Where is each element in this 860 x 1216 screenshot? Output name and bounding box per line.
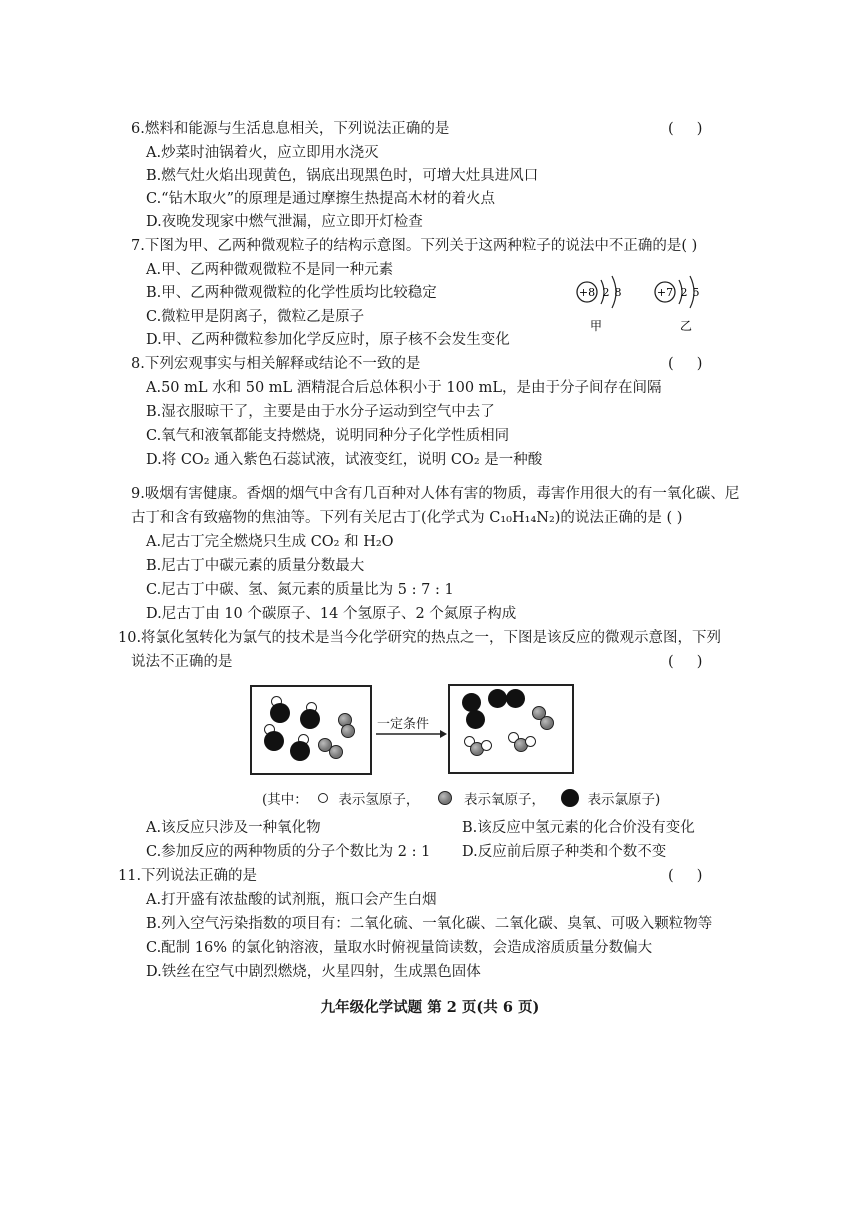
particle-yi-shell-2: 5 [692,286,700,299]
question-8-option-b: B.湿衣服晾干了，主要是由于水分子运动到空气中去了 [146,404,495,420]
hydrogen-atom [525,736,536,747]
question-11-answer-paren: ( ) [668,868,703,884]
question-6-option-d: D.夜晚发现家中燃气泄漏，应立即开灯检查 [146,214,423,230]
question-7-option-d: D.甲、乙两种微粒参加化学反应时，原子核不会发生变化 [146,332,510,348]
particle-jia-nucleus: +8 [578,286,596,299]
legend-chlorine-label: 表示氯原子) [587,792,661,808]
particle-yi-label: 乙 [679,319,693,333]
oxygen-atom [341,724,355,738]
chlorine-atom [488,689,507,708]
page-footer: 九年级化学试题 第 2 页(共 6 页) [320,999,540,1016]
chlorine-atom [506,689,525,708]
legend-hydrogen-label: 表示氢原子， [338,792,420,808]
particle-yi [655,276,700,333]
legend-oxygen-label: 表示氧原子， [463,792,545,808]
question-10-stem-line-2: 说法不正确的是 [131,654,233,670]
particle-jia [577,276,622,333]
question-11-stem: 11.下列说法正确的是 [118,868,258,884]
question-11-option-a: A.打开盛有浓盐酸的试剂瓶，瓶口会产生白烟 [146,892,437,908]
reaction-before-box [250,685,372,775]
chlorine-atom [264,731,284,751]
chlorine-atom [290,741,310,761]
question-6-option-b: B.燃气灶火焰出现黄色，锅底出现黑色时，可增大灶具进风口 [146,168,539,184]
question-8-answer-paren: ( ) [668,356,703,372]
question-11-option-b: B.列入空气污染指数的项目有：二氧化硫、一氧化碳、二氧化碳、臭氧、可吸入颗粒物等 [146,916,713,932]
chlorine-atom [270,703,290,723]
question-10-option-a: A.该反应只涉及一种氧化物 [146,820,321,836]
question-6-option-a: A.炒菜时油锅着火，应立即用水浇灭 [146,145,379,161]
particle-jia-shell-2: 8 [614,286,622,299]
oxygen-atom [329,745,343,759]
question-6-answer-paren: ( ) [668,121,703,137]
question-7-option-b: B.甲、乙两种微观微粒的化学性质均比较稳定 [146,285,437,301]
particle-jia-label: 甲 [589,319,603,333]
question-7-option-a: A.甲、乙两种微观微粒不是同一种元素 [146,262,394,278]
legend-prefix: (其中： [262,792,308,808]
question-8-option-c: C.氧气和液氧都能支持燃烧，说明同种分子化学性质相同 [146,428,510,444]
reaction-condition-label: 一定条件 [377,717,430,732]
question-10-option-c: C.参加反应的两种物质的分子个数比为 2 : 1 [146,844,431,860]
question-9-option-a: A.尼古丁完全燃烧只生成 CO₂ 和 H₂O [146,534,394,550]
particle-yi-shell-1: 2 [680,286,688,299]
particle-jia-shell-1: 2 [602,286,610,299]
question-10-answer-paren: ( ) [668,654,703,670]
question-10-option-d: D.反应前后原子种类和个数不变 [462,844,667,860]
question-9-stem-line-2: 古丁和含有致癌物的焦油等。下列有关尼古丁(化学式为 C₁₀H₁₄N₂)的说法正确的是 ( ) [131,510,683,526]
reaction-after-box [448,684,574,774]
question-9-stem-line-1: 9.吸烟有害健康。香烟的烟气中含有几百种对人体有害的物质，毒害作用很大的有一氧化碳、尼 [131,486,740,502]
question-10-stem-line-1: 10.将氯化氢转化为氯气的技术是当今化学研究的热点之一，下图是该反应的微观示意图，下列 [118,630,722,646]
reaction-legend [262,788,660,808]
question-11-option-c: C.配制 16% 的氯化钠溶液，量取水时俯视量筒读数，会造成溶质质量分数偏大 [146,940,653,956]
question-8-option-d: D.将 CO₂ 通入紫色石蕊试液，试液变红，说明 CO₂ 是一种酸 [146,452,543,468]
question-11-option-d: D.铁丝在空气中剧烈燃烧，火星四射，生成黑色固体 [146,964,481,980]
question-7-option-c: C.微粒甲是阴离子，微粒乙是原子 [146,309,365,325]
legend-hydrogen-icon [318,793,328,803]
question-9-option-d: D.尼古丁由 10 个碳原子、14 个氢原子、2 个氮原子构成 [146,606,517,622]
question-6-option-c: C.“钻木取火”的原理是通过摩擦生热提高木材的着火点 [146,191,496,207]
chlorine-atom [300,709,320,729]
question-7-stem: 7.下图为甲、乙两种微观粒子的结构示意图。下列关于这两种粒子的说法中不正确的是( ) [131,238,698,254]
question-6-stem: 6.燃料和能源与生活息息相关，下列说法正确的是 [131,121,450,137]
question-8-stem: 8.下列宏观事实与相关解释或结论不一致的是 [131,356,421,372]
question-10-option-b: B.该反应中氢元素的化合价没有变化 [462,820,695,836]
question-9-option-b: B.尼古丁中碳元素的质量分数最大 [146,558,365,574]
particle-yi-nucleus: +7 [656,286,674,299]
particle-structure-diagram [568,270,718,336]
legend-chlorine-icon [561,789,579,807]
legend-oxygen-icon [438,791,452,805]
chlorine-atom [462,693,481,712]
question-9-option-c: C.尼古丁中碳、氢、氮元素的质量比为 5 : 7 : 1 [146,582,454,598]
hydrogen-atom [481,740,492,751]
reaction-arrow [374,728,448,740]
chlorine-atom [466,710,485,729]
oxygen-atom [540,716,554,730]
question-8-option-a: A.50 mL 水和 50 mL 酒精混合后总体积小于 100 mL，是由于分子间存在间隔 [146,380,662,396]
